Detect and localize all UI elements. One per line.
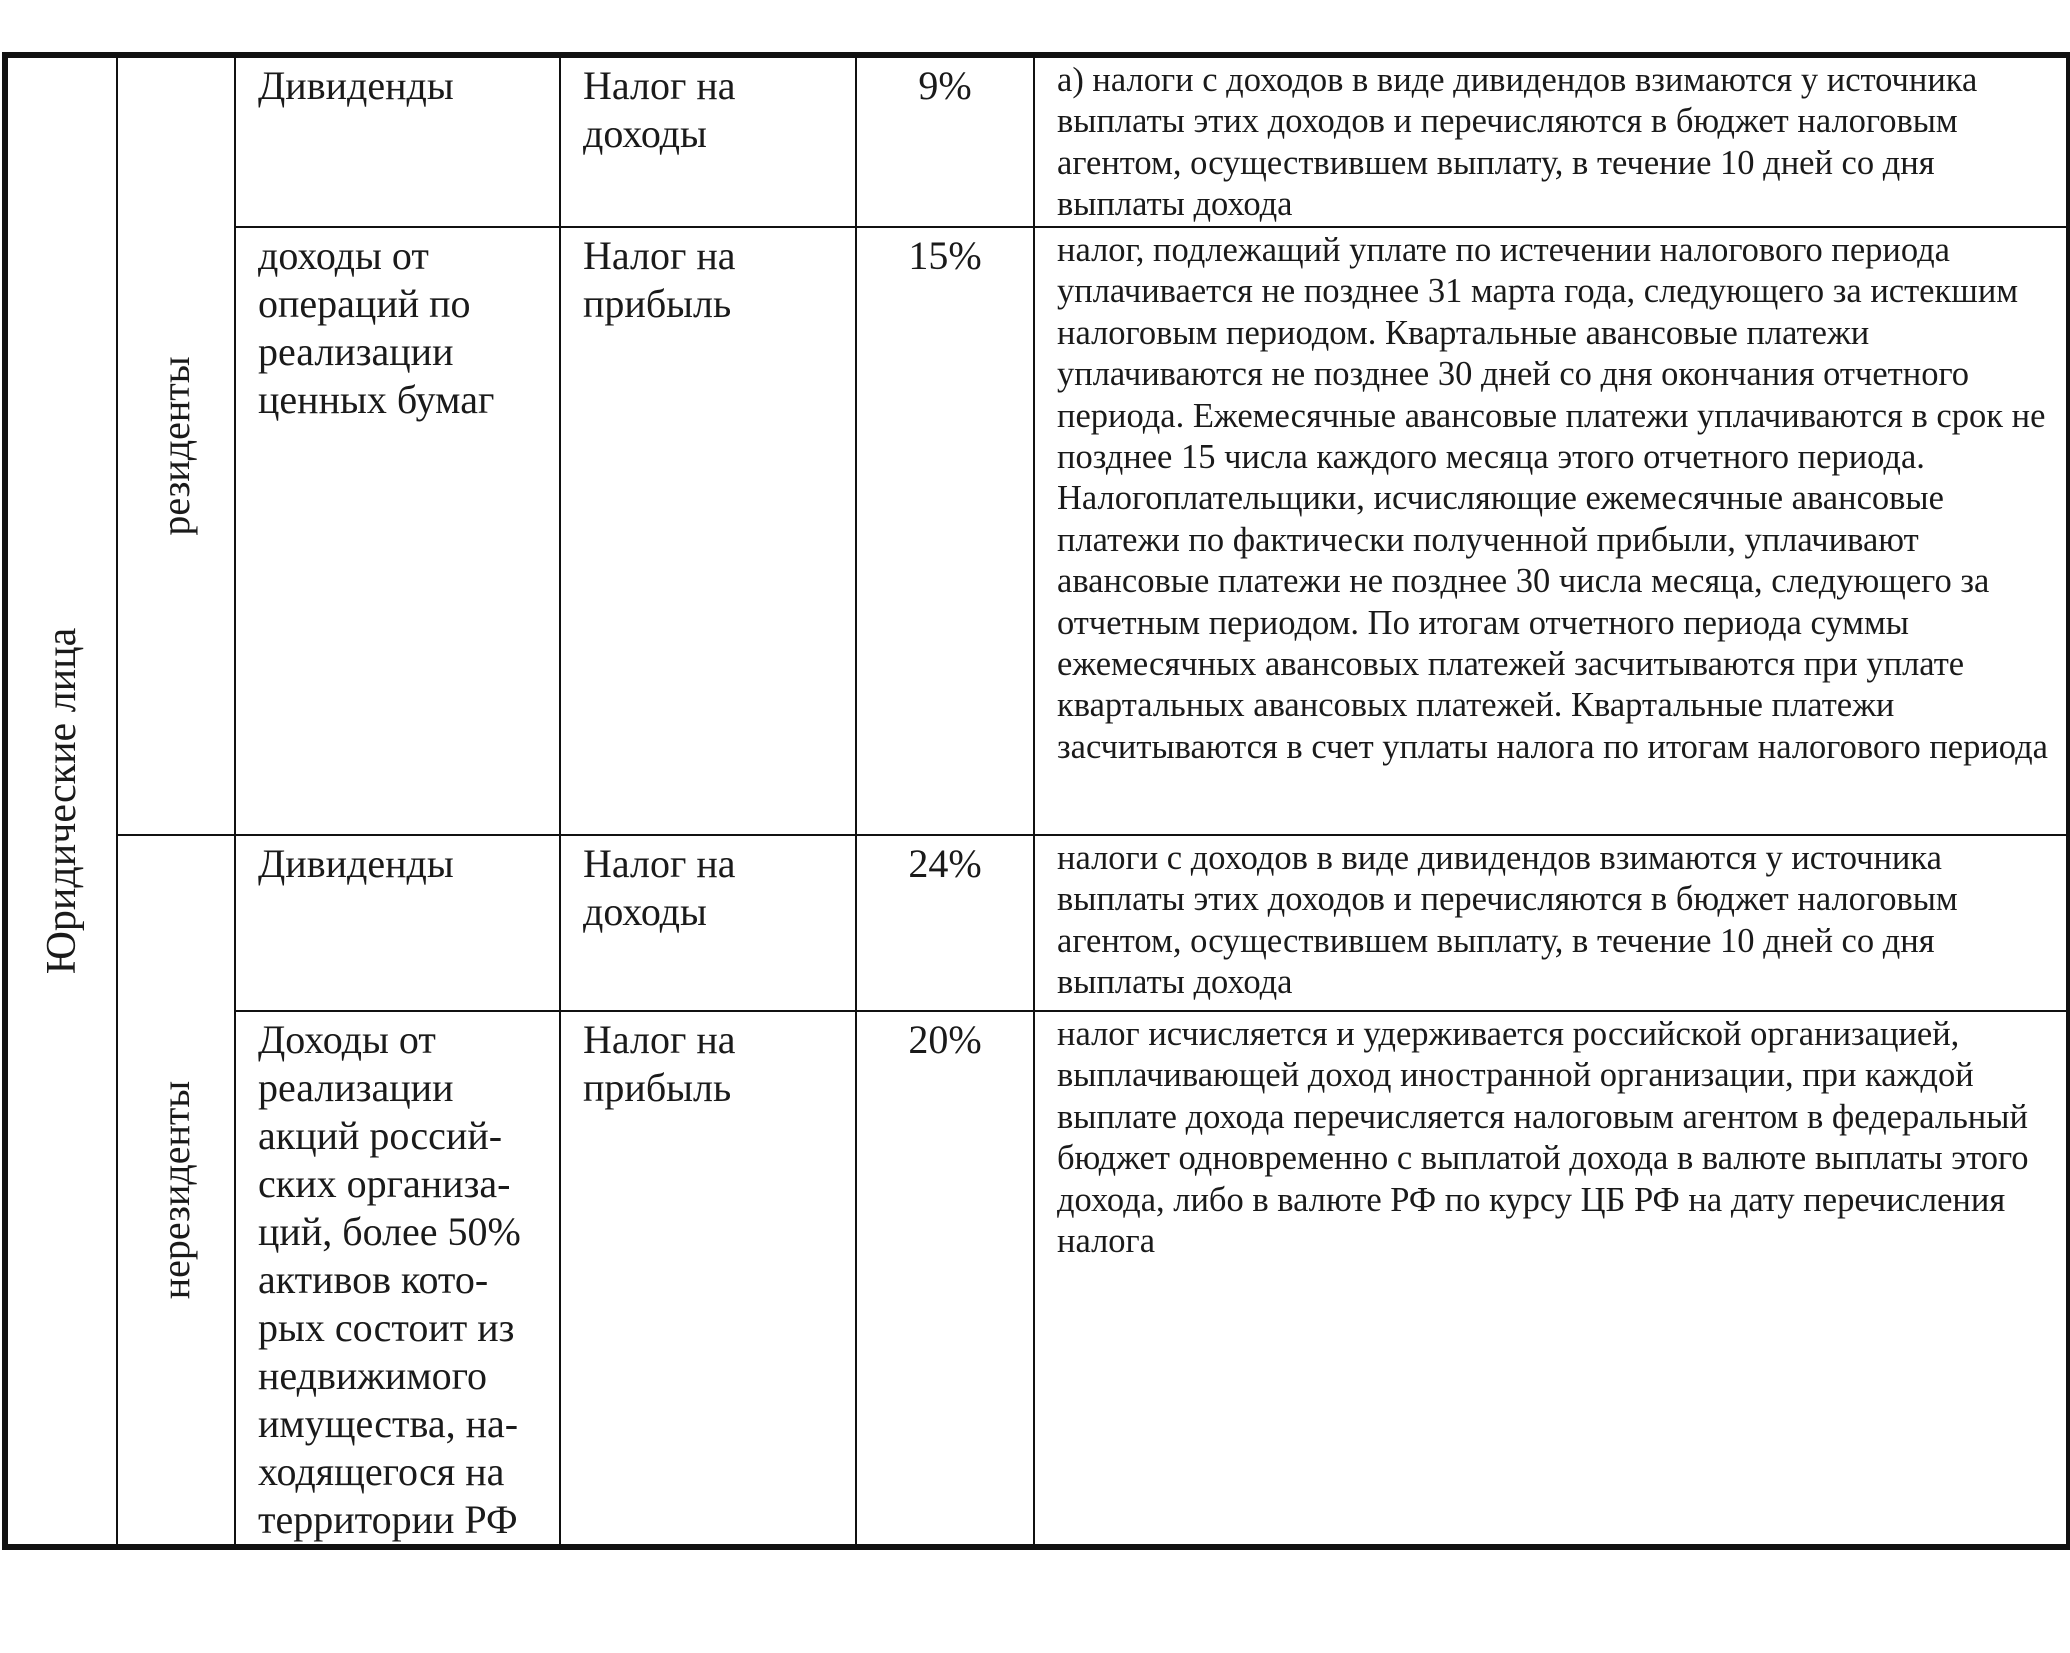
nonresidents-cell: [117, 835, 235, 1547]
income-type-cell: Доходы от реализации акций россий-ских организа-ций, более 50% активов кото-рых состоит из недвижимого имущества, на-ходящегося на территории РФ: [235, 1011, 560, 1547]
tax-rate-cell: 9%: [856, 55, 1034, 227]
tax-type-cell: Налог на доходы: [560, 55, 856, 227]
table-row: [5, 227, 2069, 835]
residents-cell: [117, 55, 235, 835]
payment-terms-cell: налоги с доходов в виде дивидендов взимаются у источника выплаты этих доходов и перечисляются в бюджет налоговым агентом, осуществившем выплату, в течение 10 дней со дня выплаты дохода: [1034, 835, 2069, 1011]
tax-type-cell: Налог на прибыль: [560, 1011, 856, 1547]
table-row: [5, 835, 2069, 1011]
income-type-cell: Дивиденды: [235, 55, 560, 227]
income-type-cell: Дивиденды: [235, 835, 560, 1011]
payment-terms-cell: а) налоги с доходов в виде дивидендов взимаются у источника выплаты этих доходов и перечисляются в бюджет налоговым агентом, осуществившем выплату, в течение 10 дней со дня выплаты дохода: [1034, 55, 2069, 227]
entity-cell: [5, 55, 117, 1547]
table-row: [5, 55, 2069, 227]
tax-rate-cell: 20%: [856, 1011, 1034, 1547]
group-label-residents: резиденты: [153, 356, 198, 536]
tax-table: [2, 52, 2070, 1550]
tax-rate-cell: 24%: [856, 835, 1034, 1011]
tax-type-cell: Налог на доходы: [560, 835, 856, 1011]
tax-rate-cell: 15%: [856, 227, 1034, 835]
group-label-nonresidents: нерезиденты: [153, 1080, 198, 1300]
entity-label: Юридические лица: [38, 627, 85, 975]
table-row: [5, 1011, 2069, 1547]
payment-terms-cell: налог, подлежащий уплате по истечении налогового периода уплачивается не позднее 31 марта года, следующего за истекшим налоговым периодом. Квартальные авансовые платежи уплачиваются не позднее 30 дней со дня окончания отчетного периода. Ежемесячные авансовые платежи уплачиваются в срок не позднее 15 числа каждого месяца этого отчетного периода. Налогоплательщики, исчисляющие ежемесячные авансовые платежи по фактически полученной прибыли, уплачивают авансовые платежи не позднее 30 числа месяца, следующего за отчетным периодом. По итогам отчетного периода суммы ежемесячных авансовых платежей засчитываются при уплате квартальных авансовых платежей. Квартальные платежи засчитываются в счет уплаты налога по итогам налогового периода: [1034, 227, 2069, 835]
income-type-cell: доходы от операций по реализации ценных бумаг: [235, 227, 560, 835]
tax-type-cell: Налог на прибыль: [560, 227, 856, 835]
payment-terms-cell: налог исчисляется и удерживается российской организацией, выплачивающей доход иностранной организации, при каждой выплате дохода перечисляется налоговым агентом в федеральный бюджет одновременно с выплатой дохода в валюте выплаты этого дохода, либо в валюте РФ по курсу ЦБ РФ на дату перечисления налога: [1034, 1011, 2069, 1547]
